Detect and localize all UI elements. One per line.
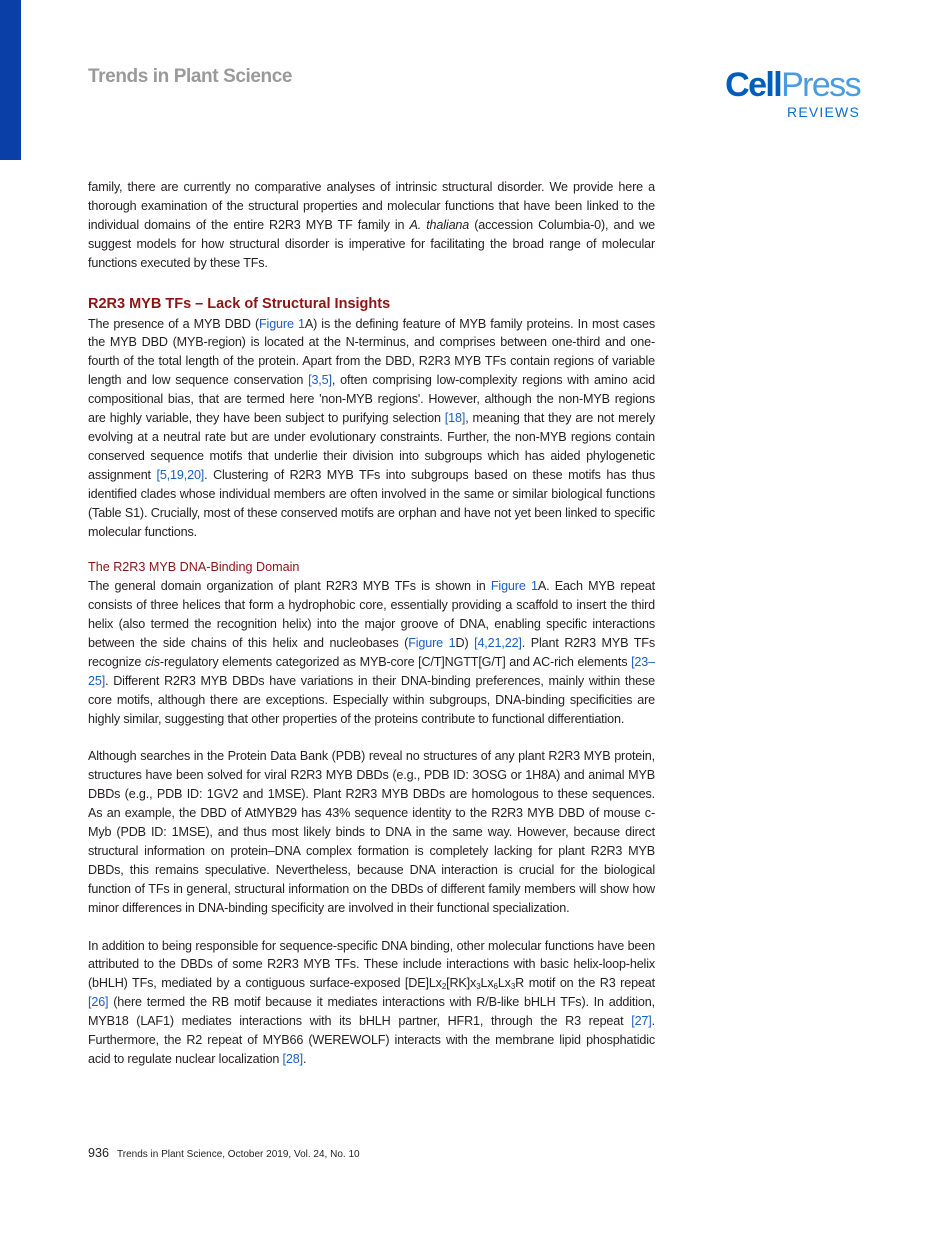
- citation-link[interactable]: [26]: [88, 995, 109, 1010]
- journal-citation: Trends in Plant Science, October 2019, Vol. 24, No. 10: [117, 1149, 360, 1160]
- journal-title: Trends in Plant Science: [88, 66, 293, 87]
- citation-link[interactable]: [4,21,22]: [474, 636, 522, 651]
- figure-link[interactable]: Figure 1: [490, 579, 538, 594]
- logo-wordmark: CellPress: [725, 66, 860, 104]
- paragraph-molecular-functions: In addition to being responsible for sequence-specific DNA binding, other molecular functions have been attributed to the DBDs of some R2R3 MYB TFs. These include interactions with basic helix-loop-helix (bHLH) TFs, mediated by a contiguous surface-exposed $[DE]Lx_2[RK]x_3Lx_6Lx_3R$ motif on the R3 repeat [26] (here termed the RB motif because it mediates interactions with R/B-like bHLH TFs). In addition, MYB18 (LAF1) mediates interactions with its bHLH partner, HFR1, through the R3 repeat [27]. Furthermore, the R2 repeat of MYB66 (WEREWOLF) interacts with the membrane lipid phosphatidic acid to regulate nuclear localization [28].: [88, 938, 655, 1066]
- citation-link[interactable]: [28]: [282, 1051, 303, 1066]
- figure-link[interactable]: Figure 1: [408, 636, 456, 651]
- paragraph-myb-dbd: The presence of a MYB DBD (Figure 1A) is the defining feature of MYB family proteins. In most cases the MYB DBD (MYB-region) is located at the N-terminus, and comprises between one-third and one-fourth of the total length of the protein. Apart from the DBD, R2R3 MYB TFs contain regions of variable length and low sequence conservation [3,5], often comprising low-complexity regions with amino acid compositional bias, that are termed here 'non-MYB regions'. However, although the non-MYB regions are highly variable, they have been subject to purifying selection [18], meaning that they are not merely evolving at a neutral rate but are under evolutionary constraints. Further, the non-MYB regions contain conserved sequence motifs that underlie their division into subgroups which has aided phylogenetic assignment [5,19,20]. Clustering of R2R3 MYB TFs into subgroups based on these motifs has thus identified clades whose individual members are often involved in the same or similar biological functions (Table S1). Crucially, most of these conserved motifs are orphan and have not yet been linked to specific molecular functions.: [88, 316, 655, 539]
- subsection-heading: The R2R3 MYB DNA-Binding Domain: [88, 560, 300, 575]
- section-heading: R2R3 MYB TFs – Lack of Structural Insights: [88, 295, 391, 312]
- sidebar-color-bar: [0, 0, 21, 160]
- page-number: 936: [88, 1146, 110, 1160]
- citation-link[interactable]: [23–25]: [88, 654, 655, 688]
- figure-link[interactable]: Figure 1: [259, 316, 305, 331]
- page-footer: [88, 1146, 360, 1160]
- paragraph-domain-organization: The general domain organization of plant R2R3 MYB TFs is shown in Figure 1A. Each MYB repeat consists of three helices that form a hydrophobic core, essentially providing a scaffold to insert the third helix (also termed the recognition helix) into the major groove of DNA, enabling specific interactions between the side chains of this helix and nucleobases (Figure 1D) [4,21,22]. Plant R2R3 MYB TFs recognize cis-regulatory elements categorized as MYB-core [C/T]NGTT[G/T] and AC-rich elements [23–25]. Different R2R3 MYB DBDs have variations in their DNA-binding preferences, mainly within these core motifs, although there are exceptions. Especially within subgroups, DNA-binding specificities are highly similar, suggesting that other properties of the proteins contribute to functional differentiation.: [88, 579, 656, 726]
- cellpress-logo[interactable]: [710, 68, 860, 120]
- citation-link[interactable]: [3,5]: [308, 373, 332, 388]
- paragraph-pdb-structures: Although searches in the Protein Data Bank (PDB) reveal no structures of any plant R2R3 MYB protein, structures have been solved for viral R2R3 MYB DBDs (e.g., PDB ID: 3OSG or 1H8A) and animal MYB DBDs (e.g., PDB ID: 1GV2 and 1MSE). Plant R2R3 MYB DBDs are homologous to these sequences. As an example, the DBD of AtMYB29 has 43% sequence identity to the R2R3 MYB DBD of mouse c-Myb (PDB ID: 1MSE), and thus most likely binds to DNA in the same way. However, because direct structural information on protein–DNA complex formation is completely lacking for plant R2R3 MYB DBDs, this remains speculative. Nevertheless, because DNA interaction is crucial for the biological function of TFs in general, structural information on the DBDs of different family members will show how minor differences in DNA-binding specificity are involved in their functional specialization.: [88, 749, 655, 915]
- citation-link[interactable]: [27]: [631, 1014, 652, 1029]
- citation-link[interactable]: [18]: [444, 411, 466, 426]
- logo-reviews-label: REVIEWS: [787, 104, 860, 120]
- paragraph-intro: family, there are currently no comparative analyses of intrinsic structural disorder. We provide here a thorough examination of the structural properties and molecular functions that have been linked to the individual domains of the entire R2R3 MYB TF family in A. thaliana (accession Columbia-0), and we suggest models for how structural disorder is imperative for facilitating the broad range of molecular functions executed by these TFs.: [88, 180, 655, 270]
- citation-link[interactable]: [5,19,20]: [156, 467, 205, 482]
- article-body: [88, 178, 655, 1069]
